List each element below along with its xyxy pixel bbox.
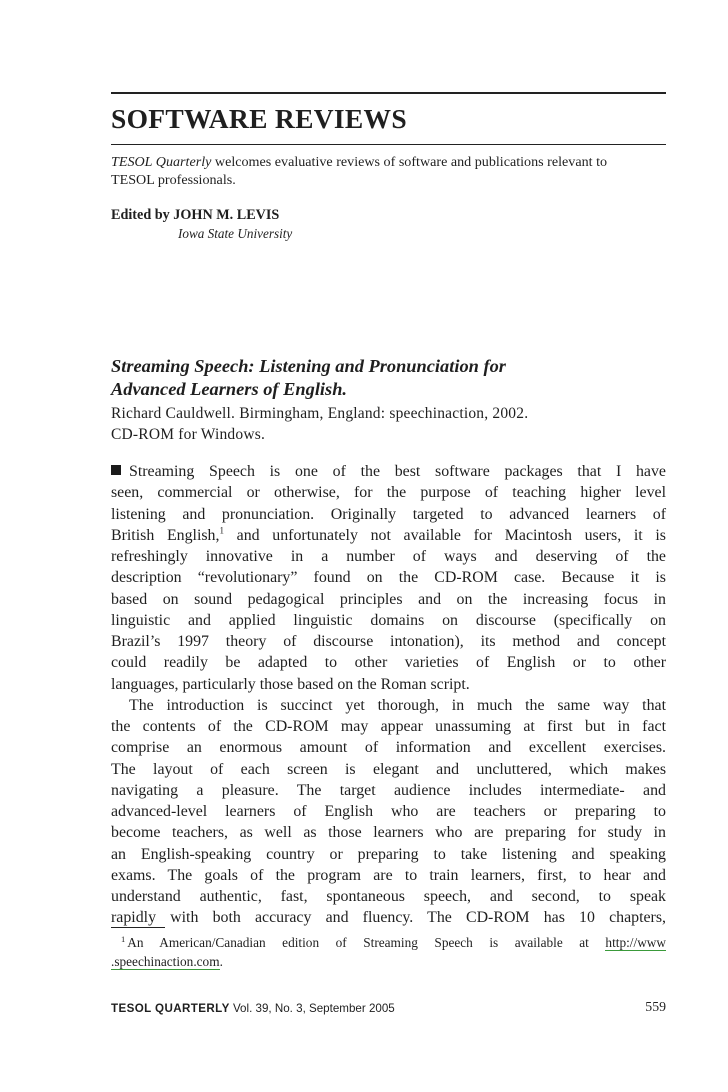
body-line: British English,$^1$ and unfortunately not available for Macintosh users, it is bbox=[111, 525, 666, 544]
review-author-publisher: Richard Cauldwell. Birmingham, England: speechinaction, 2002. bbox=[111, 405, 529, 422]
editor-credit: Edited by JOHN M. LEVIS bbox=[111, 207, 280, 223]
page-number: 559 bbox=[645, 999, 666, 1014]
section-intro bbox=[111, 154, 666, 189]
review-title-line1: Streaming Speech: Listening and Pronunciation for bbox=[111, 356, 506, 376]
body-line: linguistic and applied linguistic domains on discourse (specifically on bbox=[111, 611, 666, 629]
review-title bbox=[111, 355, 506, 400]
body-line: refreshingly innovative in a number of ways and deserving of the bbox=[111, 548, 666, 565]
body-line: comprise an enormous amount of information and excellent exercises. bbox=[111, 739, 666, 757]
body-line: rapidly with both accuracy and fluency. The CD-ROM has 10 chapters, bbox=[111, 909, 666, 927]
body-line: Streaming Speech is one of the best software packages that I have bbox=[111, 461, 666, 482]
body-line: The introduction is succinct yet thorough, in much the same way that bbox=[129, 696, 666, 714]
body-line: description “revolutionary” found on the CD-ROM case. Because it is bbox=[111, 569, 666, 587]
footer-issue: Vol. 39, No. 3, September 2005 bbox=[229, 1002, 395, 1015]
body-line: understand authentic, fast, spontaneous speech, and second, to speak bbox=[111, 888, 666, 905]
body-line: advanced-level learners of English who are teachers or preparing to bbox=[111, 803, 666, 820]
section-rule bbox=[111, 144, 666, 145]
body-line: become teachers, as well as those learners who are preparing for study in bbox=[111, 824, 666, 842]
footnote-ref: 1 bbox=[219, 525, 224, 536]
editor-affiliation: Iowa State University bbox=[178, 226, 293, 241]
footnote-marker: 1 bbox=[121, 933, 126, 944]
intro-text-line1: welcomes evaluative reviews of software and publications relevant to bbox=[211, 154, 608, 170]
body-line: languages, particularly those based on the Roman script. bbox=[111, 675, 470, 693]
body-line: Brazil’s 1997 theory of discourse intonation), its method and concept bbox=[111, 633, 666, 650]
top-rule bbox=[111, 92, 666, 94]
body-line: The layout of each screen is elegant and uncluttered, which makes bbox=[111, 760, 666, 778]
footer-journal: TESOL QUARTERLY bbox=[111, 1002, 230, 1015]
body-line: an English-speaking country or preparing to take listening and speaking bbox=[111, 845, 666, 863]
review-title-line2: Advanced Learners of English. bbox=[111, 378, 348, 399]
footnote-link-part2[interactable]: .speechinaction.com bbox=[111, 954, 220, 969]
section-title: SOFTWARE REVIEWS bbox=[111, 103, 407, 134]
body-line: listening and pronunciation. Originally targeted to advanced learners of bbox=[111, 505, 666, 523]
footnote-link-part1[interactable]: http://www bbox=[605, 935, 666, 950]
body-line: based on sound pedagogical principles and on the increasing focus in bbox=[111, 590, 666, 608]
body-line: exams. The goals of the program are to train learners, first, to hear and bbox=[111, 866, 666, 884]
body-line: the contents of the CD-ROM may appear unassuming at first but in fact bbox=[111, 718, 666, 735]
body-line: could readily be adapted to other varieties of English or to other bbox=[111, 654, 666, 672]
intro-text-line2: TESOL professionals. bbox=[111, 171, 236, 188]
body-line: navigating a pleasure. The target audience includes intermediate- and bbox=[111, 781, 666, 799]
review-format: CD-ROM for Windows. bbox=[111, 426, 266, 443]
footnote: $^1$ An American/Canadian edition of Streaming Speech is available at http://www .speechinaction.com. bbox=[111, 933, 666, 969]
running-footer bbox=[111, 1001, 395, 1017]
footnote-text: An American/Canadian edition of Streaming Speech is available at bbox=[127, 935, 606, 950]
review-meta bbox=[111, 403, 528, 445]
intro-journal-name: TESOL Quarterly bbox=[111, 154, 212, 170]
footnote-rule bbox=[111, 927, 165, 928]
section-square-icon bbox=[111, 465, 121, 475]
body-line: seen, commercial or otherwise, for the purpose of teaching higher level bbox=[111, 484, 666, 502]
review-body bbox=[111, 461, 666, 929]
